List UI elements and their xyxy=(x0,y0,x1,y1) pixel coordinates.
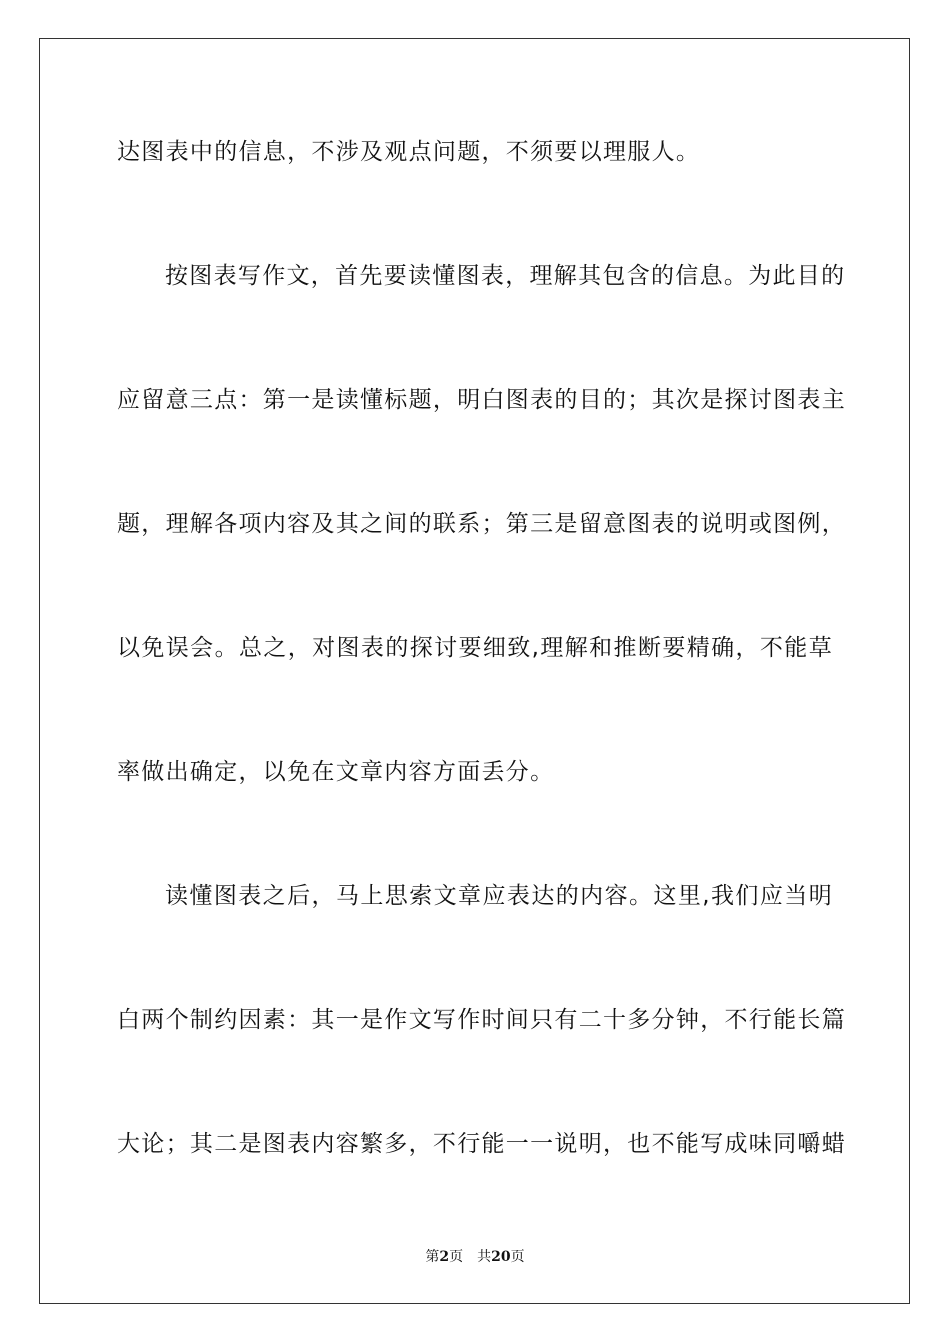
page-suffix: 页 xyxy=(449,1249,464,1265)
body-line-6: 率做出确定，以免在文章内容方面丢分。 xyxy=(117,759,555,785)
page-prefix: 第 xyxy=(425,1249,440,1265)
body-line-7: 读懂图表之后，马上思索文章应表达的内容。这里,我们应当明 xyxy=(165,883,833,909)
page-border xyxy=(39,38,910,1304)
page-number: 2 xyxy=(439,1249,450,1265)
body-line-8: 白两个制约因素：其一是作文写作时间只有二十多分钟，不行能长篇 xyxy=(117,1007,846,1033)
body-line-9: 大论；其二是图表内容繁多，不行能一一说明，也不能写成味同嚼蜡 xyxy=(117,1131,846,1157)
body-line-3: 应留意三点：第一是读懂标题，明白图表的目的；其次是探讨图表主 xyxy=(117,387,846,413)
body-line-2: 按图表写作文，首先要读懂图表，理解其包含的信息。为此目的 xyxy=(165,263,846,289)
body-line-1: 达图表中的信息，不涉及观点问题，不须要以理服人。 xyxy=(117,139,701,165)
total-suffix: 页 xyxy=(510,1249,525,1265)
body-line-4: 题，理解各项内容及其之间的联系；第三是留意图表的说明或图例， xyxy=(117,511,846,537)
total-pages: 20 xyxy=(491,1249,511,1265)
page-footer xyxy=(0,1248,950,1266)
body-line-5: 以免误会。总之，对图表的探讨要细致,理解和推断要精确，不能草 xyxy=(117,635,833,661)
total-prefix: 共 xyxy=(477,1249,492,1265)
